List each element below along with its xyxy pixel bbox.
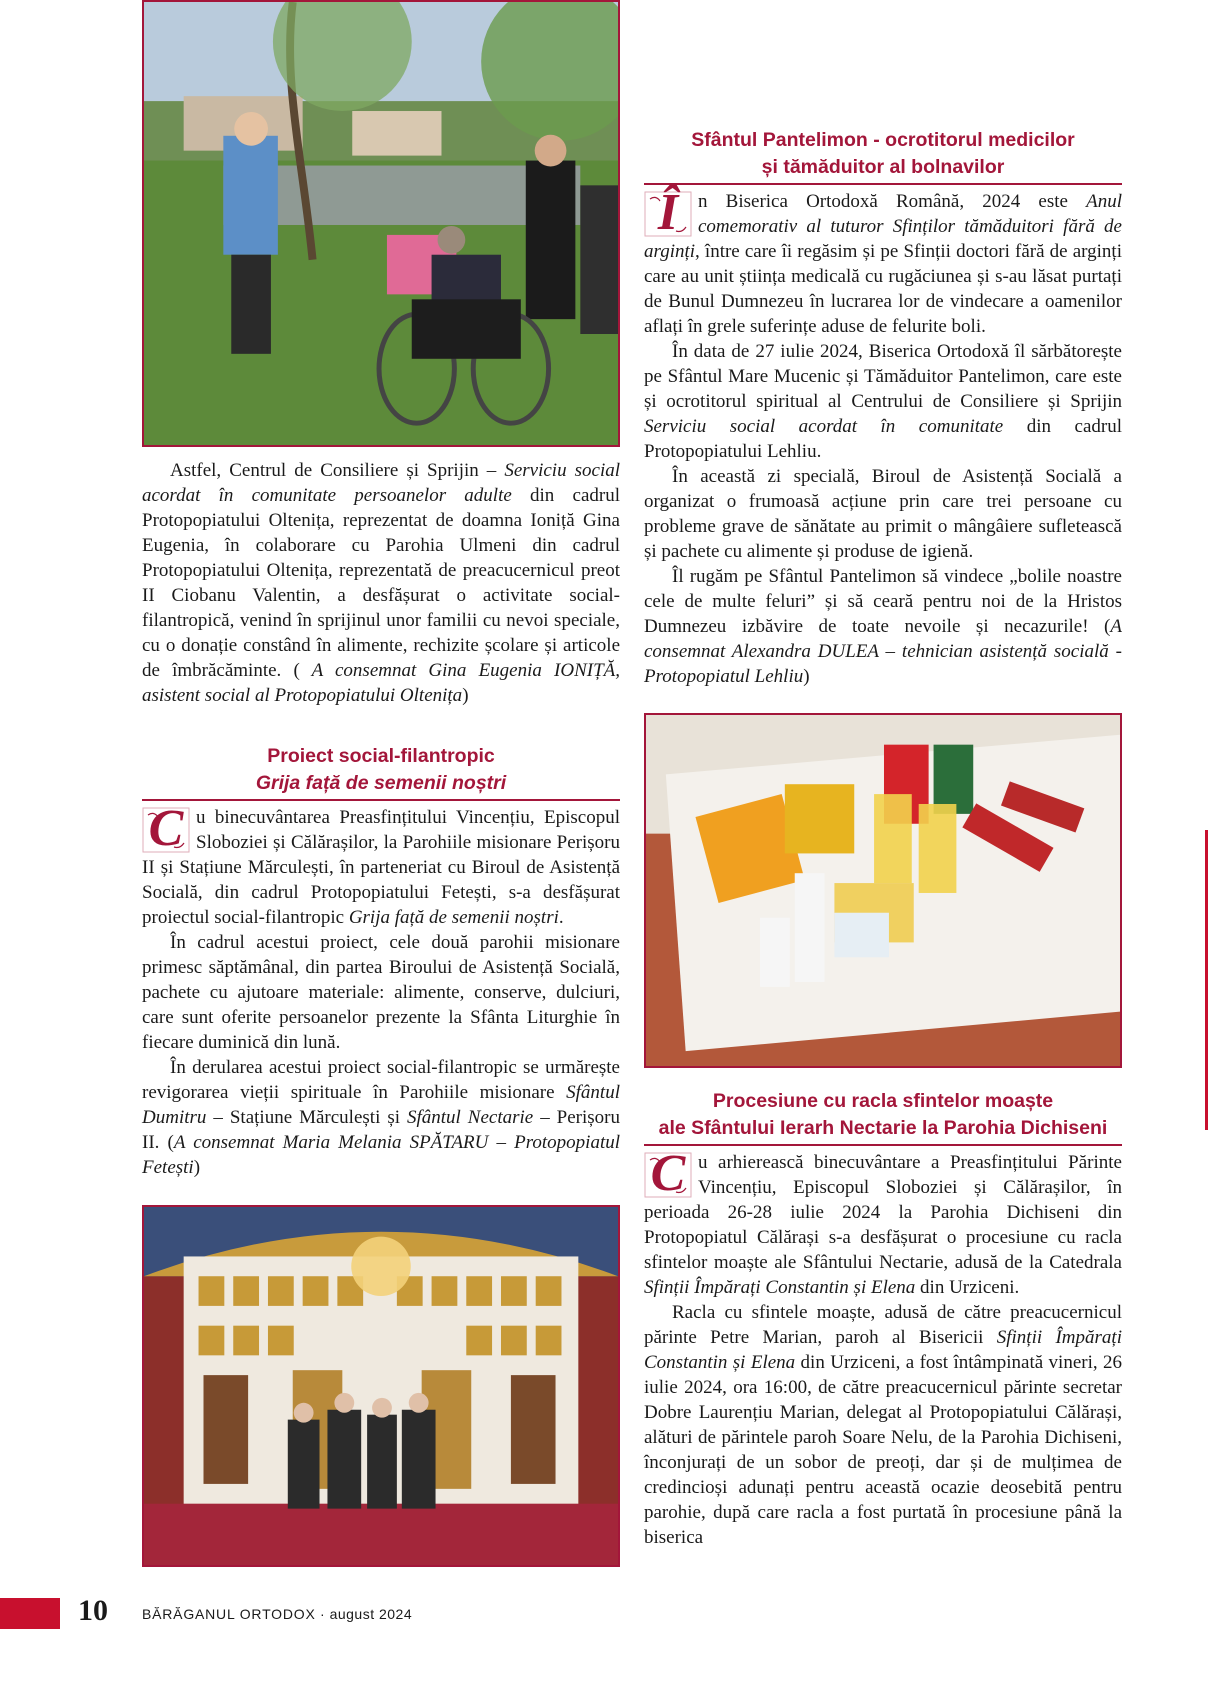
footer-running-title: BĂRĂGANUL ORTODOX · august 2024 (142, 1606, 413, 1622)
article-procesiune-p2: Racla cu sfintele moaște, adusă de către preacucernicul părinte Petre Marian, paroh al Bisericii Sfinții Împărați Constantin și Elena din Urziceni, a fost întâmpinată vineri, 26 iulie 2024, ora 16:00, de către preacucernicul părinte secretar Dobre Laurențiu Marian, delegat al Protopopiatului Călărași, alături de părintele paroh Soare Nelu, de la Parohia Dichiseni, înconjurați de un sobor de preoți, dar și de mulțimea de credincioși adunați pentru această ocazie deosebită pentru parohie, după care racla a fost purtată în procesiune până la biserica (644, 1302, 1122, 1548)
article-procesiune-headline (644, 1088, 1122, 1146)
magazine-name: BĂRĂGANUL ORTODOX (142, 1606, 316, 1622)
article-grija-p1: C u binecuvântarea Preasfințitului Vincențiu, Episcopul Sloboziei și Călărașilor, la Parohiile misionare Perișoru II și Stațiune Mărculești, în parteneriat cu Biroul de Asistență Socială, din cadrul Protopopiatului Fetești, s-a desfășurat proiectul social-filantropic Grija față de semenii noștri. (142, 800, 620, 928)
issue-date: august 2024 (329, 1606, 413, 1622)
margin-accent-rule (1205, 830, 1208, 1130)
article-grija-p3: În derularea acestui proiect social-filantropic se urmărește revigorarea vieții spirituale în Parohiile misionare Sfântul Dumitru – Stațiune Mărculești și Sfântul Nectarie – Perișoru II. (A consemnat Maria Melania SPĂTARU – Protopopiatul Fetești) (142, 1057, 621, 1178)
article-pantelimon-headline (644, 127, 1122, 185)
article-procesiune-p1: C u arhierească binecuvântare a Preasfințitului Părinte Vincențiu, Episcopul Sloboziei și Călărașilor, în perioada 26-28 iulie 2024 la Parohia Dichiseni din Protopopiatul Călărași s-a desfășurat o procesiune cu racla sfintelor moaște ale Sfântului Nectarie, adusă de la Catedrala Sfinții Împărați Constantin și Elena din Urziceni. (644, 1145, 1122, 1298)
article-grija-headline (142, 743, 620, 801)
dropcap-c: C (142, 807, 190, 853)
intro-paragraph: Astfel, Centrul de Consiliere și Sprijin – Serviciu social acordat în comunitate persoanelor adulte din cadrul Protopopiatului Oltenița, reprezentat de doamna Ioniță Gina Eugenia, în colaborare cu Parohia Ulmeni din cadrul Protopopiatului Oltenița, reprezentată de preacucernicul preot II Ciobanu Valentin, a desfășurat o activitate social-filantropică, venind în sprijinul unor familii cu nevoi speciale, cu o donație constând în alimente, rechizite școlare și articole de îmbrăcăminte. ( A consemnat Gina Eugenia IONIȚĂ, asistent social al Protopopiatului Oltenița) (142, 460, 621, 706)
article-grija (142, 743, 620, 1180)
article-pantelimon-title-line2: și tămăduitor al bolnavilor (761, 156, 1005, 178)
article-pantelimon-p4: Îl rugăm pe Sfântul Pantelimon să vindece „bolile noastre cele de multe feluri” și să ceară pentru noi de la Hristos Dumnezeu izbăvire de toate nevoile și necazurile! (A consemnat Alexandra DULEA – tehnician asistență socială - Protopopiatul Lehliu) (644, 566, 1122, 687)
photo-food-packages (644, 713, 1122, 1068)
intro-article (142, 458, 620, 708)
article-grija-p2: În cadrul acestui proiect, cele două parohii misionare primesc săptămânal, din partea Biroului de Asistență Socială, pachete cu ajutoare materiale: alimente, conserve, dulciuri, care sunt oferite persoanelor prezente la Sfânta Liturghie în fiecare duminică din lună. (142, 932, 620, 1053)
article-pantelimon-p2: În data de 27 iulie 2024, Biserica Ortodoxă îl sărbătorește pe Sfântul Mare Mucenic și Tămăduitor Pantelimon, care este și ocrotitorul spiritual al Centrului de Consiliere și Sprijin Serviciu social acordat în comunitate din cadrul Protopopiatului Lehliu. (644, 341, 1122, 462)
article-grija-subtitle: Grija față de semenii noștri (255, 772, 507, 794)
photo-church-iconostasis (142, 1205, 620, 1567)
dropcap-i: Î (644, 191, 692, 237)
article-pantelimon-title-line1: Sfântul Pantelimon - ocrotitorul medicilor (691, 129, 1075, 151)
footer-accent-bar (0, 1598, 60, 1629)
article-pantelimon-p3: În această zi specială, Biroul de Asistență Socială a organizat o frumoasă acțiune prin care trei persoane cu probleme grave de sănătate au primit o mângâiere sufletească și pachete cu alimente și produse de igienă. (644, 466, 1122, 562)
photo-wheelchair-donation (142, 0, 620, 447)
article-procesiune-title-line1: Procesiune cu racla sfintelor moaște (712, 1090, 1054, 1112)
article-pantelimon-p1: Î n Biserica Ortodoxă Română, 2024 este Anul comemorativ al tuturor Sfinților tămăduitori fără de arginți, între care îi regăsim și pe Sfinții doctori fără de arginți care au unit știința medicală cu rugăciunea și s-au lăsat purtați de Bunul Dumnezeu în lucrarea lor de vindecare a oamenilor aflați în grele suferințe aduse de felurite boli. (644, 184, 1122, 337)
article-procesiune-title-line2: ale Sfântului Ierarh Nectarie la Parohia Dichiseni (658, 1117, 1108, 1139)
dropcap-c2: C (644, 1152, 692, 1198)
article-pantelimon (644, 127, 1122, 689)
article-grija-title: Proiect social-filantropic (267, 745, 495, 767)
article-procesiune (644, 1088, 1122, 1550)
page-number: 10 (78, 1594, 108, 1627)
